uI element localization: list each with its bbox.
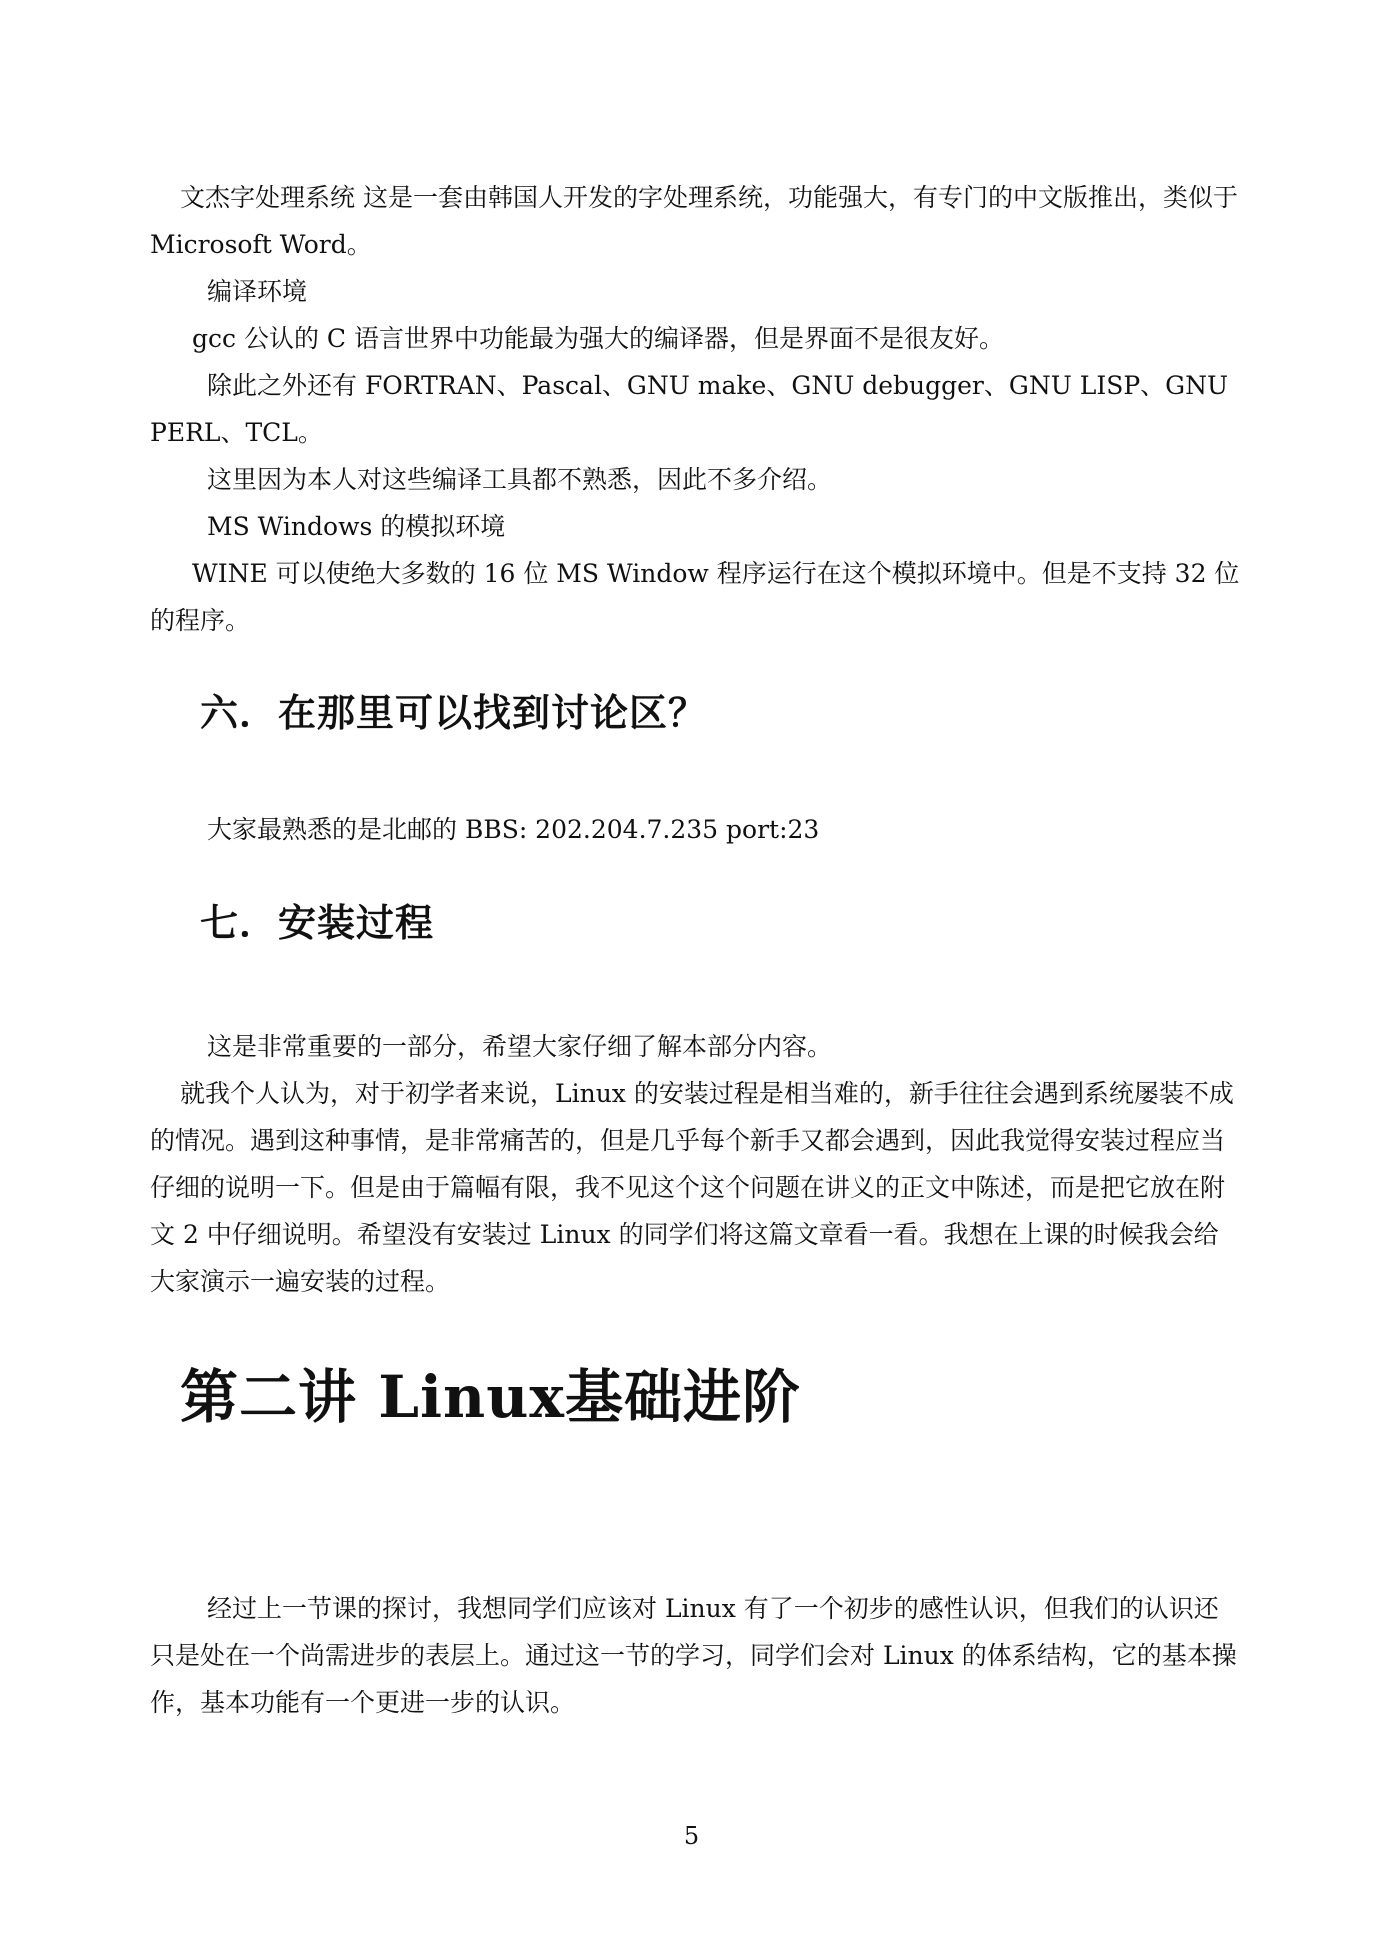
paragraph-word-processor: 文杰字处理系统 这是一套由韩国人开发的字处理系统，功能强大，有专门的中文版推出，类似于 Microsoft Word。 [150,183,1238,259]
chapter-title-prefix: 第二讲 [180,1363,358,1431]
paragraph-install-process: 就我个人认为，对于初学者来说，Linux 的安装过程是相当难的，新手往往会遇到系统屡装不成的情况。遇到这种事情，是非常痛苦的，但是几乎每个新手又都会遇到，因此我觉得安装过程应当仔细的说明一下。但是由于篇幅有限，我不见这个这个问题在讲义的正文中陈述，而是把它放在附文 2 中仔细说明。希望没有安装过 Linux 的同学们将这篇文章看一看。我想在上课的时候我会给大家演示一遍安装的过程。 [150,1079,1234,1296]
paragraph-gcc: gcc 公认的 C 语言世界中功能最为强大的编译器，但是界面不是很友好。 [192,324,1004,353]
paragraph-important: 这是非常重要的一部分，希望大家仔细了解本部分内容。 [207,1032,833,1061]
section-heading-discussion: 六．在那里可以找到讨论区？ [200,691,708,735]
paragraph-other-compilers: 除此之外还有 FORTRAN、Pascal、GNU make、GNU debugger、GNU LISP、GNU PERL、TCL。 [150,371,1229,447]
chapter-title-suffix: 基础进阶 [564,1363,801,1431]
paragraph-bbs: 大家最熟悉的是北邮的 BBS: 202.204.7.235 port:23 [207,815,820,844]
paragraph-not-familiar: 这里因为本人对这些编译工具都不熟悉，因此不多介绍。 [207,465,833,494]
section-heading-install: 七．安装过程 [200,901,435,945]
chapter-title-linux: Linux [378,1363,565,1431]
paragraph-chapter-intro: 经过上一节课的探讨，我想同学们应该对 Linux 有了一个初步的感性认识，但我们的认识还只是处在一个尚需进步的表层上。通过这一节的学习，同学们会对 Linux 的体系结构，它的基本操作，基本功能有一个更进一步的认识。 [150,1594,1237,1717]
paragraph-wine: WINE 可以使绝大多数的 16 位 MS Window 程序运行在这个模拟环境中。但是不支持 32 位的程序。 [150,559,1240,635]
paragraph-compile-env-heading: 编译环境 [207,277,308,306]
page-number: 5 [683,1822,700,1850]
chapter-title [180,1362,801,1432]
paragraph-ms-windows-env: MS Windows 的模拟环境 [207,512,506,541]
